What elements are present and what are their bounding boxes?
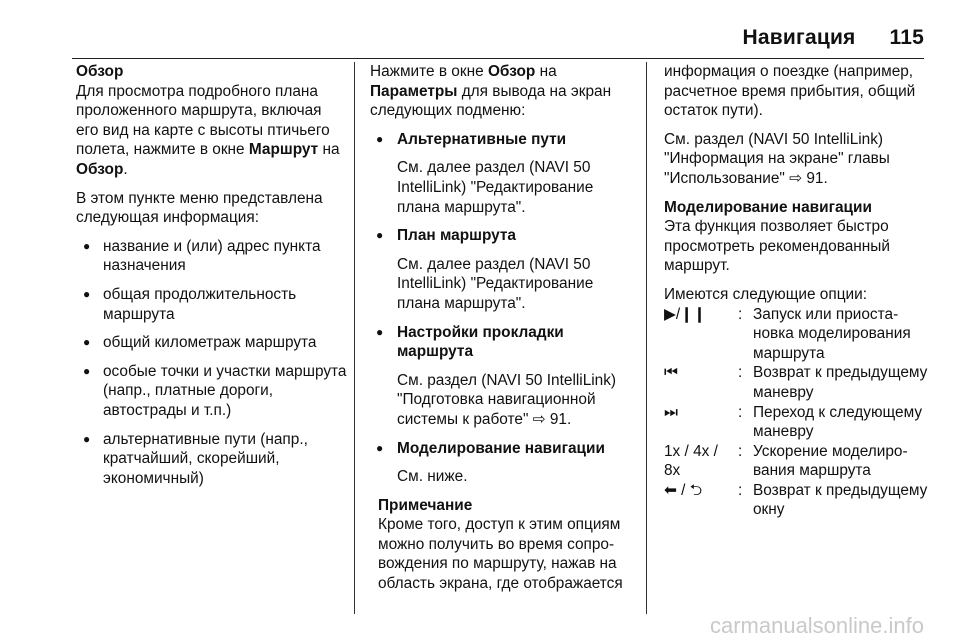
options-table xyxy=(664,305,932,521)
option-colon: : xyxy=(738,481,743,499)
list-item: ● особые точки и участки маршрута (напр., платные дороги, автострады и т.п.) xyxy=(76,362,348,421)
list-item: ● общий километраж маршрута xyxy=(76,333,348,353)
play-pause-icon: ▶/❙❙ xyxy=(664,305,706,323)
intro-text: Нажмите в окне xyxy=(370,63,484,80)
list-item: ● общая продолжительность маршрута xyxy=(76,285,348,324)
submenu-title: ● План маршрута xyxy=(397,227,516,245)
page-title: Навигация xyxy=(742,26,856,49)
page-number: 115 xyxy=(889,26,924,49)
overview-text-2: на xyxy=(322,141,340,159)
intro-text-2: на xyxy=(539,63,557,80)
watermark: carmanualsonline.info xyxy=(709,613,924,638)
simulation-text: Эта функция позволяет быстро просмотреть рекомендованный маршрут. xyxy=(664,218,890,275)
option-row xyxy=(664,481,932,520)
option-desc: Переход к следующему маневру xyxy=(753,403,923,441)
option-colon: : xyxy=(738,305,743,323)
submenu-text: См. далее раздел (NAVI 50 IntelliLink) "Редактирование плана маршрута". xyxy=(397,255,594,312)
continued-text: информация о поездке (например, расчетное время прибытия, общий остаток пути). xyxy=(664,63,916,120)
submenu-title: ● Альтернативные пути xyxy=(397,130,567,148)
list-item: ● альтернативные пути (напр., кратчайший, скорейший, экономичный) xyxy=(76,430,348,489)
column-1 xyxy=(76,62,348,488)
previous-maneuver-icon: ⏮ xyxy=(664,364,678,382)
submenu-text: См. ниже. xyxy=(397,468,468,486)
option-row xyxy=(664,403,932,442)
overview-term: Обзор xyxy=(487,63,536,80)
list-item xyxy=(370,323,638,430)
params-term: Параметры xyxy=(370,82,458,100)
option-row xyxy=(664,442,932,481)
back-arrow-icon: ⬅ / ⮌ xyxy=(664,481,703,499)
note-text: Кроме того, доступ к этим опциям можно получить во время сопровождения по маршруту, нажав на область экрана, где отображается xyxy=(378,516,623,593)
option-desc: Возврат к предыдущему маневру xyxy=(753,364,928,401)
see-also-text: См. раздел (NAVI 50 IntelliLink) "Информация на экране" главы "Использование" ⇨ 91. xyxy=(664,130,890,187)
simulation-heading: Моделирование навигации xyxy=(664,198,872,216)
column-2 xyxy=(370,62,638,594)
route-term: Маршрут xyxy=(248,141,319,159)
option-colon: : xyxy=(738,403,743,421)
info-intro: В этом пункте меню представлена следующая информация: xyxy=(76,189,323,227)
options-intro: Имеются следующие опции: xyxy=(664,285,867,303)
column-3 xyxy=(664,62,932,520)
header-rule xyxy=(72,58,924,59)
overview-text-3: . xyxy=(123,160,128,178)
option-row xyxy=(664,363,932,402)
submenu-title: ● Моделирование навигации xyxy=(397,439,605,457)
list-item xyxy=(370,226,638,313)
option-desc: Запуск или приостановка моделирования маршрута xyxy=(753,305,911,362)
info-bullet-list xyxy=(76,237,348,489)
speed-multiplier: 1x / 4x / 8x xyxy=(664,442,718,480)
option-desc: Возврат к предыдущему окну xyxy=(753,481,928,519)
column-divider-2 xyxy=(646,62,647,614)
option-colon: : xyxy=(738,442,743,460)
list-item xyxy=(370,439,638,487)
overview-heading: Обзор xyxy=(76,63,124,80)
list-item xyxy=(370,130,638,217)
note-block xyxy=(370,496,638,594)
note-heading: Примечание xyxy=(378,496,473,514)
option-colon: : xyxy=(738,364,743,382)
intro-text-3: для вывода на экран следующих подменю: xyxy=(370,82,612,120)
overview-paragraph xyxy=(76,82,348,180)
page-header xyxy=(743,26,924,54)
submenu-title: ● Настройки прокладки маршрута xyxy=(397,323,564,361)
option-desc: Ускорение моделирования маршрута xyxy=(753,442,908,480)
overview-term: Обзор xyxy=(76,160,124,178)
submenu-text: См. раздел (NAVI 50 IntelliLink) "Подготовка навигационной системы к работе" ⇨ 91. xyxy=(397,371,617,428)
next-maneuver-icon: ⏭ xyxy=(664,403,678,421)
list-item: ● название и (или) адрес пункта назначения xyxy=(76,237,348,276)
overview-text: Для просмотра подробного плана проложенного маршрута, включая его вид на карте с высоты птичьего полета, нажмите в окне xyxy=(76,82,330,159)
submenu-list xyxy=(370,130,638,487)
column-divider-1 xyxy=(354,62,355,614)
params-intro xyxy=(370,62,638,121)
option-row xyxy=(664,305,932,364)
submenu-text: См. далее раздел (NAVI 50 IntelliLink) "Редактирование плана маршрута". xyxy=(397,159,594,216)
